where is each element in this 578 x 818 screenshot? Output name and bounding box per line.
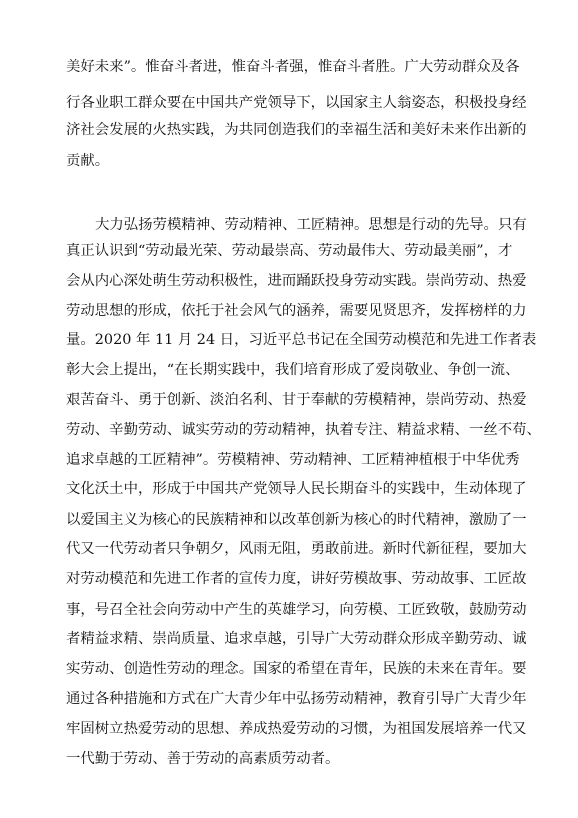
paragraph-line: 美好未来”。惟奋斗者进，惟奋斗者强，惟奋斗者胜。广大劳动群众及各 [66, 59, 520, 75]
paragraph-line: 对劳动模范和先进工作者的宣传力度，讲好劳模故事、劳动故事、工匠故 [66, 571, 527, 587]
paragraph-line: 一代勤于劳动、善于劳动的高素质劳动者。 [66, 751, 340, 767]
paragraph-line: 真正认识到“劳动最光荣、劳动最崇高、劳动最伟大、劳动最美丽”，才 [66, 243, 513, 259]
paragraph-line: 通过各种措施和方式在广大青少年中弘扬劳动精神，教育引导广大青少年 [66, 691, 527, 707]
paragraph-line: 者精益求精、崇尚质量、追求卓越，引导广大劳动群众形成辛勤劳动、诚 [66, 631, 527, 647]
paragraph-line: 大力弘扬劳模精神、劳动精神、工匠精神。思想是行动的先导。只有 [95, 217, 527, 233]
paragraph-line: 艰苦奋斗、勇于创新、淡泊名利、甘于奉献的劳模精神，崇尚劳动、热爱 [66, 392, 527, 408]
paragraph-line: 追求卓越的工匠精神”。劳模精神、劳动精神、工匠精神植根于中华优秀 [66, 452, 520, 468]
paragraph-line: 以爱国主义为核心的民族精神和以改革创新为核心的时代精神，激励了一 [66, 512, 527, 528]
paragraph-line: 济社会发展的火热实践，为共同创造我们的幸福生活和美好未来作出新的 [66, 122, 527, 138]
paragraph-line: 代又一代劳动者只争朝夕，风雨无阻，勇敢前进。新时代新征程，要加大 [66, 541, 527, 557]
paragraph-line: 劳动思想的形成，依托于社会风气的涵养，需要见贤思齐，发挥榜样的力 [66, 303, 527, 319]
paragraph-line: 实劳动、创造性劳动的理念。国家的希望在青年，民族的未来在青年。要 [66, 661, 527, 677]
paragraph-line: 量。2020 年 11 月 24 日，习近平总书记在全国劳动模范和先进工作者表 [66, 332, 537, 348]
paragraph-line: 事，号召全社会向劳动中产生的英雄学习，向劳模、工匠致敬，鼓励劳动 [66, 602, 527, 618]
paragraph-line: 彰大会上提出，“在长期实践中，我们培育形成了爱岗敬业、争创一流、 [66, 362, 520, 378]
paragraph-line: 文化沃土中，形成于中国共产党领导人民长期奋斗的实践中，生动体现了 [66, 481, 527, 497]
paragraph-line: 贡献。 [66, 153, 110, 169]
paragraph-line: 会从内心深处萌生劳动积极性，进而踊跃投身劳动实践。崇尚劳动、热爱 [66, 273, 527, 289]
paragraph-line: 牢固树立热爱劳动的思想、养成热爱劳动的习惯，为祖国发展培养一代又 [66, 721, 527, 737]
paragraph-line: 行各业职工群众要在中国共产党领导下，以国家主人翁姿态，积极投身经 [66, 95, 527, 111]
paragraph-line: 劳动、辛勤劳动、诚实劳动的劳动精神，执着专注、精益求精、一丝不苟、 [66, 422, 541, 438]
